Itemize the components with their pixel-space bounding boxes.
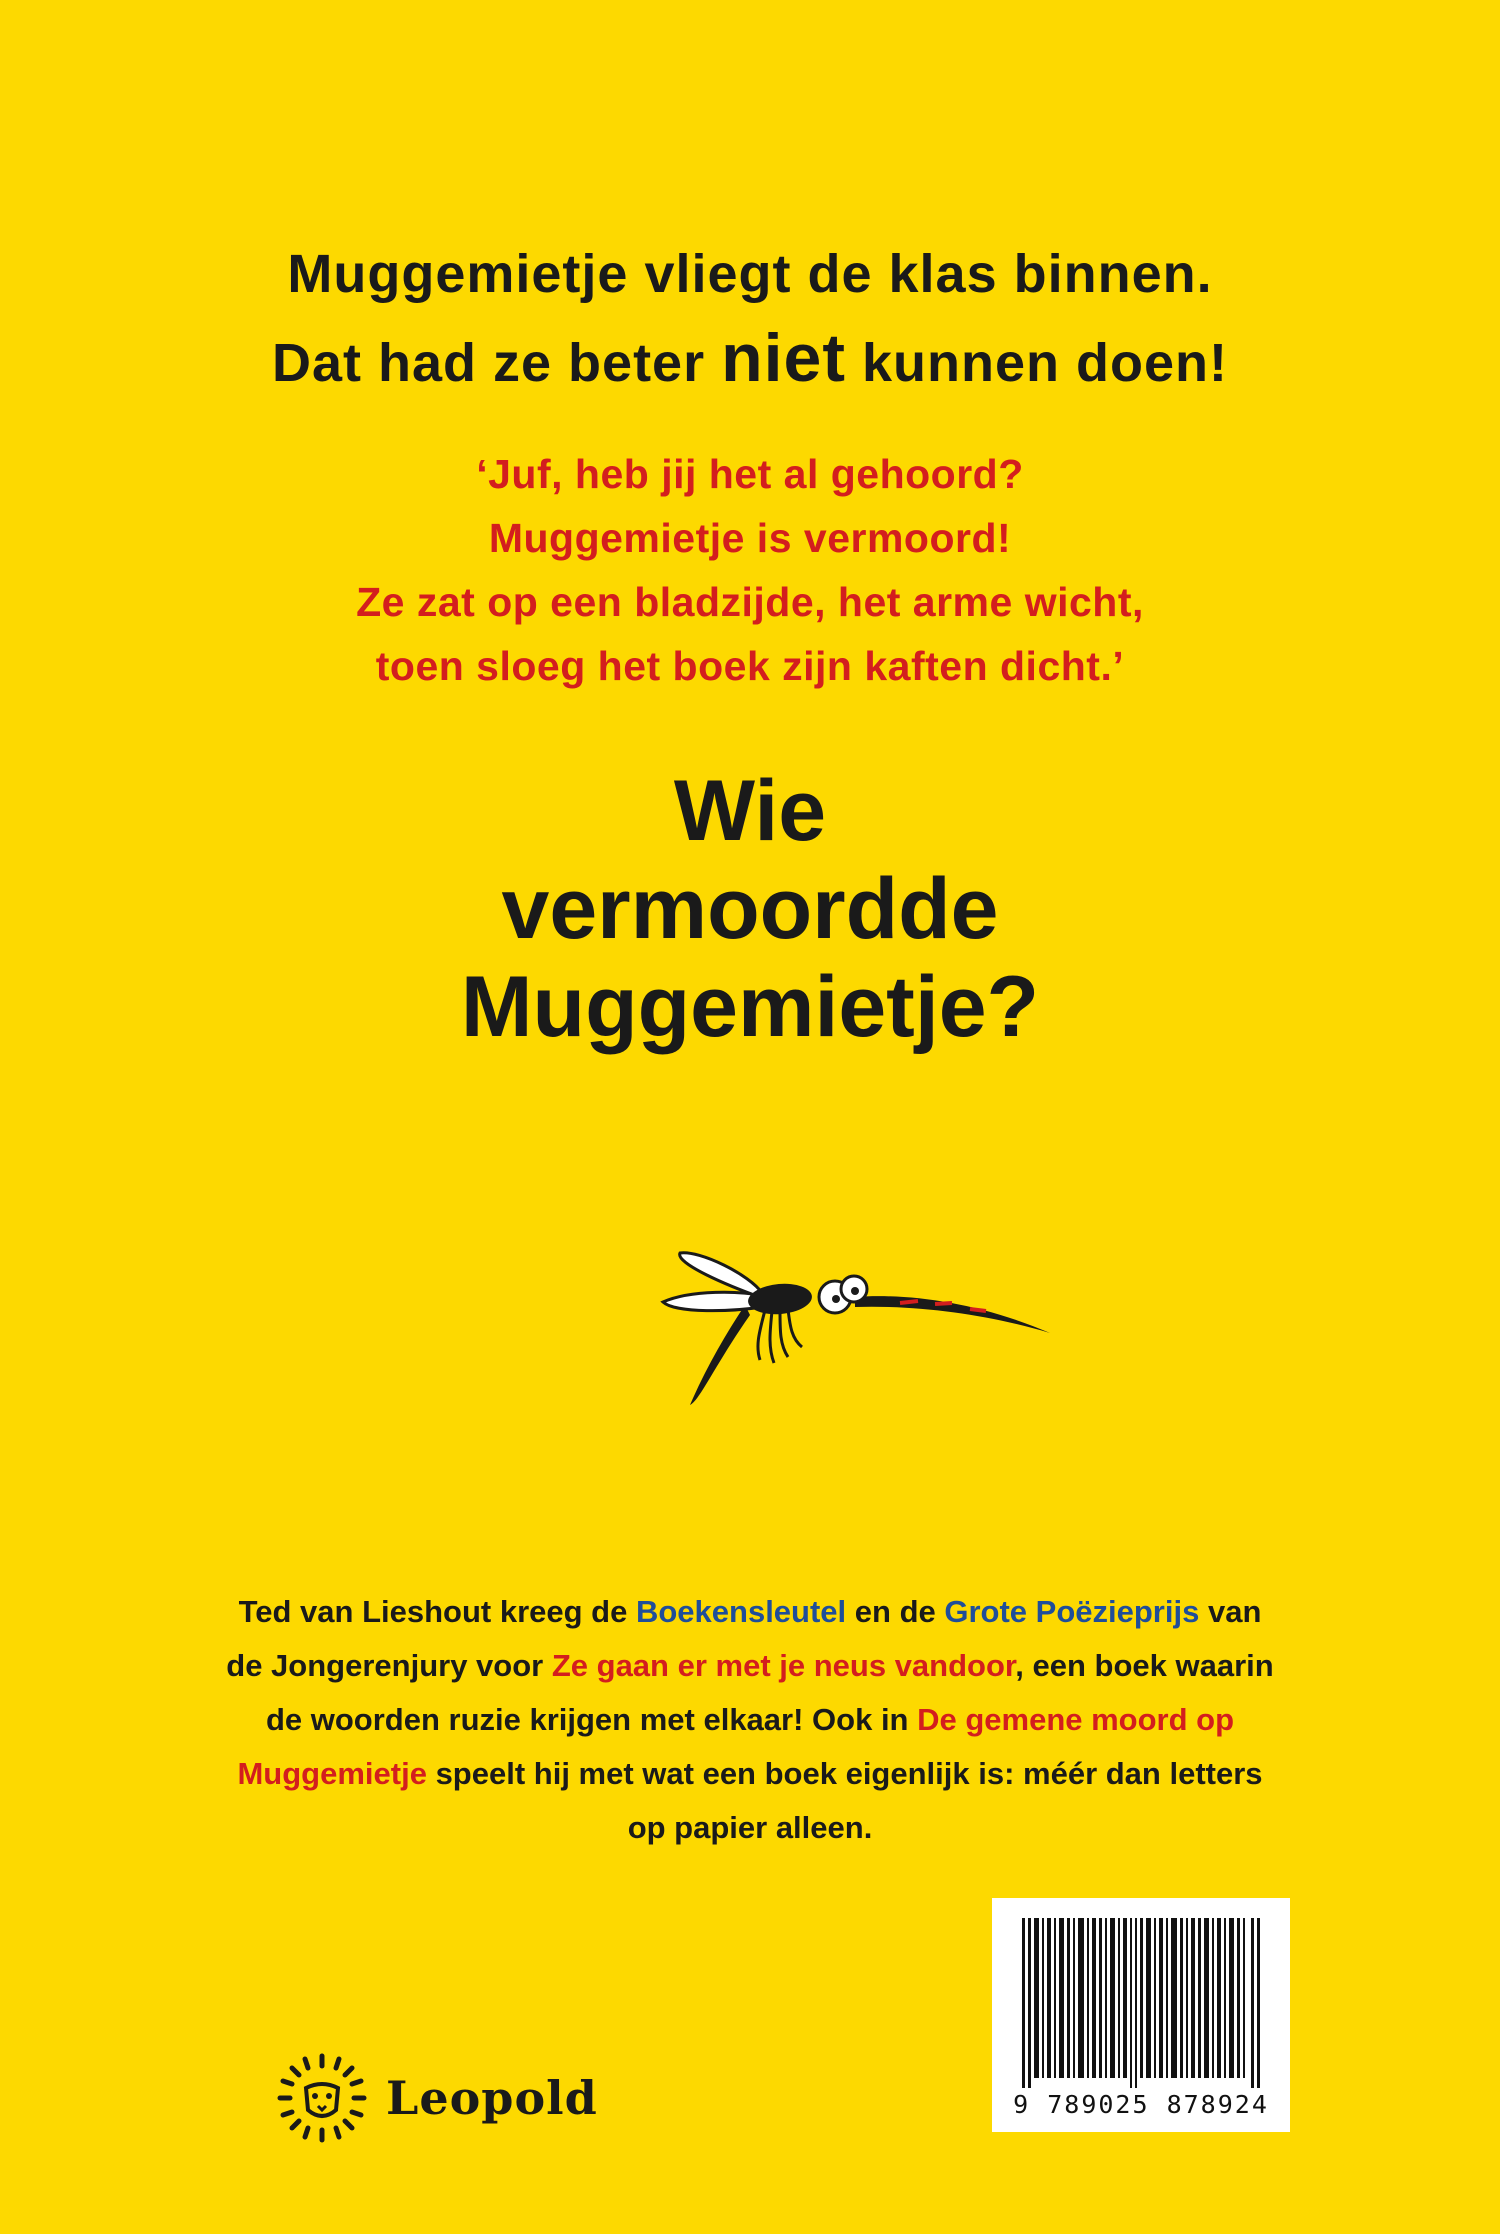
headline-line: Muggemietje? (460, 959, 1040, 1055)
mosquito-icon (650, 1235, 1060, 1415)
blurb-text: en de (846, 1594, 945, 1629)
intro-line-1: Muggemietje vliegt de klas binnen. (287, 244, 1213, 304)
poem (0, 442, 1500, 698)
intro-emphasis: niet (721, 320, 847, 396)
mosquito-illustration (650, 1235, 1060, 1415)
book-title-1: Ze gaan er met je neus vandoor (551, 1648, 1016, 1683)
intro-text (0, 232, 1500, 405)
blurb-text: Ted van Lieshout kreeg de (238, 1594, 636, 1629)
blurb-text: speelt hij met wat een boek eigenlijk is: méér dan letters op papier alleen. (426, 1756, 1263, 1845)
intro-line-2 (0, 316, 1500, 405)
intro-line-2-start: Dat had ze beter (272, 333, 722, 393)
award-boekensleutel: Boekensleutel (635, 1594, 847, 1629)
headline-line: vermoordde (501, 861, 999, 957)
author-blurb (220, 1585, 1280, 1855)
barcode (992, 1898, 1290, 2132)
intro-line-2-end: kunnen doen! (846, 333, 1228, 393)
poem-line: Muggemietje is vermoord! (488, 515, 1012, 561)
blurb-text: , een boek waarin de woorden ruzie krijgen met elkaar! Ook in (265, 1648, 1274, 1737)
blurb-text: van de Jongerenjury voor (226, 1594, 1262, 1683)
isbn-number: 9 789025 878924 (1013, 2090, 1269, 2119)
publisher-name: Leopold (386, 2071, 598, 2125)
book-title-2: De gemene moord op Muggemietje (237, 1702, 1235, 1791)
poem-line: toen sloeg het boek zijn kaften dicht.’ (375, 643, 1125, 689)
poem-line: ‘Juf, heb jij het al gehoord? (476, 451, 1024, 497)
barcode-bars (1022, 1918, 1260, 2088)
lion-logo-icon (276, 2052, 368, 2144)
headline (0, 762, 1500, 1056)
publisher-logo (276, 2050, 646, 2146)
poem-line: Ze zat op een bladzijde, het arme wicht, (356, 579, 1144, 625)
award-poezieprijs: Grote Poëzieprijs (944, 1594, 1200, 1629)
headline-line: Wie (673, 763, 827, 859)
